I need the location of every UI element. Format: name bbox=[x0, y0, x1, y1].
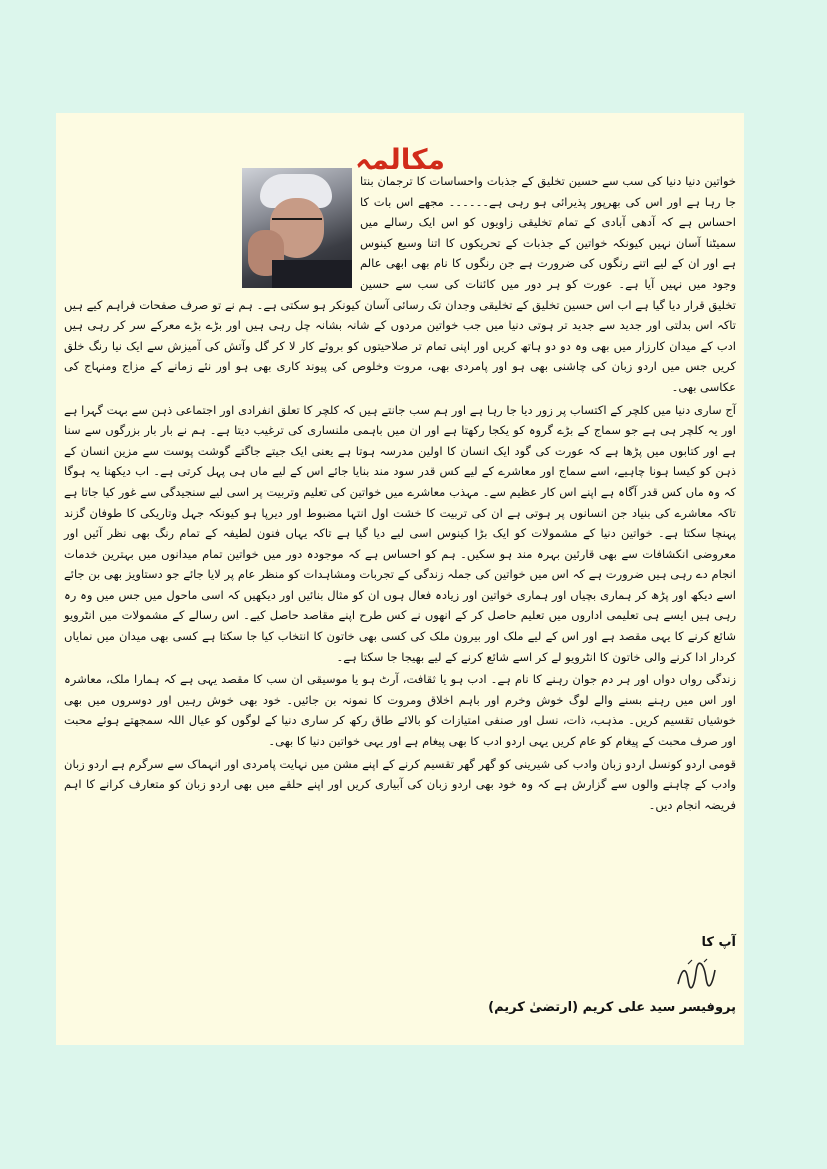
author-name: پروفیسر سید علی کریم (ارتضیٰ کریم) bbox=[488, 1000, 736, 1015]
page-title: مکالمہ bbox=[355, 143, 445, 176]
paragraph: قومی اردو کونسل اردو زبان وادب کی شیرینی کو گھر گھر تقسیم کرنے کے اپنے مشن میں نہایت پامردی اور انہماک سے سرگرم ہے اردو زبان وادب کے چاہنے والوں سے گزارش ہے کہ وہ خود بھی اردو زبان کی آبیاری کریں اور اپنے حلقے میں بھی اردو زبان کو متعارف کرانے کا اہم فریضہ انجام دیں۔ bbox=[64, 756, 736, 812]
photo-spacer bbox=[64, 171, 360, 293]
paragraph: خواتین دنیا دنیا کی سب سے حسین تخلیق کے جذبات واحساسات کا ترجمان بنتا جا رہا ہے اور اس کی بھرپور پذیرائی ہو رہی ہے۔۔۔۔۔۔ مجھے اس بات کا احساس ہے کہ آدھی آبادی کے تمام تخلیقی زاویوں کو اس ایک رسالے میں سمیٹنا آسان نہیں کیونکہ خواتین کے جذبات کے تحریکوں کا اتنا وسیع کینوس ہے اور ان کے لیے اتنے رنگوں کی ضرورت ہے جن رنگوں کا نام بھی ابھی عالم وجود میں نہیں آیا ہے۔ عورت کو ہر دور میں کائنات کی سب سے حسین تخلیق قرار دیا گیا ہے اب اس حسین تخلیق کے تخلیقی وجدان تک رسائی آسان کیونکر ہو سکتی ہے۔ ہم نے تو صرف صفحات فراہم کیے ہیں تاکہ اس بدلتی اور جدید سے جدید تر ہوتی دنیا میں جب خواتین مردوں کے شانہ بشانہ چل رہی ہیں اور بڑے بڑے معرکے سر کر رہی ہیں ادب کے میدان کارزار میں بھی وہ دو دو ہاتھ کریں اور اپنی تمام تر صلاحیتوں کو بروئے کار لا کر گل وآتش کی آمیزش سے ایک نیا رنگ خلق کریں جس میں اردو زبان کی چاشنی بھی ہو اور پامردی بھی، مروت وخلوص کی پیوند کاری بھی ہو اور نئے زمانے کے مزاج ومنہاج کی عکاسی بھی۔ bbox=[64, 174, 736, 394]
closing-text: آپ کا bbox=[701, 935, 736, 950]
signature-block bbox=[56, 935, 736, 1015]
paragraph: آج ساری دنیا میں کلچر کے اکتساب پر زور دیا جا رہا ہے اور ہم سب جانتے ہیں کہ کلچر کا تعلق انفرادی اور اجتماعی ذہن سے بہت گہرا ہے اور یہ کلچر ہی ہے جو سماج کے بڑے گروہ کو یکجا رکھتا ہے اور ان میں باہمی ملنساری کی ترغیب دیتا ہے۔ ہم نے بار بار بزرگوں سے سنا ہے اور کتابوں میں پڑھا ہے کہ عورت کی گود ایک انسان کا اولین مدرسہ ہوتا ہے یعنی ایک جیتے جاگتے گوشت پوست سے مزین انسان کے ذہن کو کیسا ہونا چاہیے، اسے سماج اور معاشرے کے لیے کس قدر سود مند بنایا جائے اس کے لیے ماں ہی پہل کرتی ہے۔ اب دیکھنا یہ ہوگا کہ وہ ماں کس قدر آگاہ ہے اپنے اس کار عظیم سے۔ مہذب معاشرے میں خواتین کی تعلیم وتربیت پر اسی لیے سنجیدگی سے غور کیا جاتا ہے تاکہ معاشرے کی بنیاد جن انسانوں پر ہوتی ہے ان کی تربیت کا خشت اول انتہا مضبوط اور دیرپا ہو کیونکہ جہل وتاریکی کا طوفان گزند پہنچا سکتا ہے۔ خواتین دنیا کے مشمولات کو ایک بڑا کینوس اسی لیے دیا گیا ہے تاکہ یہاں فنون لطیفہ کے تمام رنگ بھی نظر آئیں اور معروضی انکشافات سے بھی قارئین بہرہ مند ہو سکیں۔ ہم کو احساس ہے کہ موجودہ دور میں خواتین تمام میدانوں میں بہترین خدمات انجام دے رہی ہیں ضرورت ہے کہ اس میں خواتین کی جملہ زندگی کے تجربات ومشاہدات کو منظر عام پر لایا جائے جو دستاویز بھی بن جائے اسے دیکھ اور پڑھ کر ہماری بچیاں اور ہماری خواتین اور زیادہ فعال ہوں ان کو مثال بنائیں اور دیکھیں کہ اسی ماحول میں جس میں وہ رہ رہی ہیں ایسے ہی تعلیمی اداروں میں تعلیم حاصل کر کے انھوں نے کس طرح اپنے مقاصد حاصل کیے۔ اس رسالے کے مشمولات میں انٹرویو شائع کرنے کا یہی مقصد ہے اور اس کے لیے ملک اور بیرون ملک کی کسی بھی خاتون کا انتخاب کیا جا سکتا ہے کسی بھی میدان میں نمایاں کردار ادا کرنے والی خاتون کا انٹرویو لے کر اسے شائع کرنے کے لیے بھیجا جا سکتا ہے۔ bbox=[64, 402, 736, 664]
editorial-body bbox=[64, 171, 736, 817]
paragraph: زندگی رواں دواں اور ہر دم جوان رہنے کا نام ہے۔ ادب ہو یا ثقافت، آرٹ ہو یا موسیقی ان سب کا مقصد یہی ہے کہ ہمارا ملک، معاشرہ اور اس میں رہنے بسنے والے لوگ خوش وخرم اور باہم اخلاق ومروت کا نمونہ بن جائیں۔ خود بھی خوش رہیں اور دوسروں میں بھی خوشیاں تقسیم کریں۔ مذہب، ذات، نسل اور صنفی امتیازات کو بالائے طاق رکھ کر ساری دنیا کے لوگوں کو عیال اللہ سمجھتے ہوئے محبت اور صرف محبت کے پیغام کو عام کریں یہی اردو ادب کا بھی پیغام ہے اور یہی خواتین دنیا کا بھی۔ bbox=[64, 672, 736, 749]
editorial-page bbox=[56, 113, 744, 1045]
signature-image bbox=[674, 958, 718, 996]
